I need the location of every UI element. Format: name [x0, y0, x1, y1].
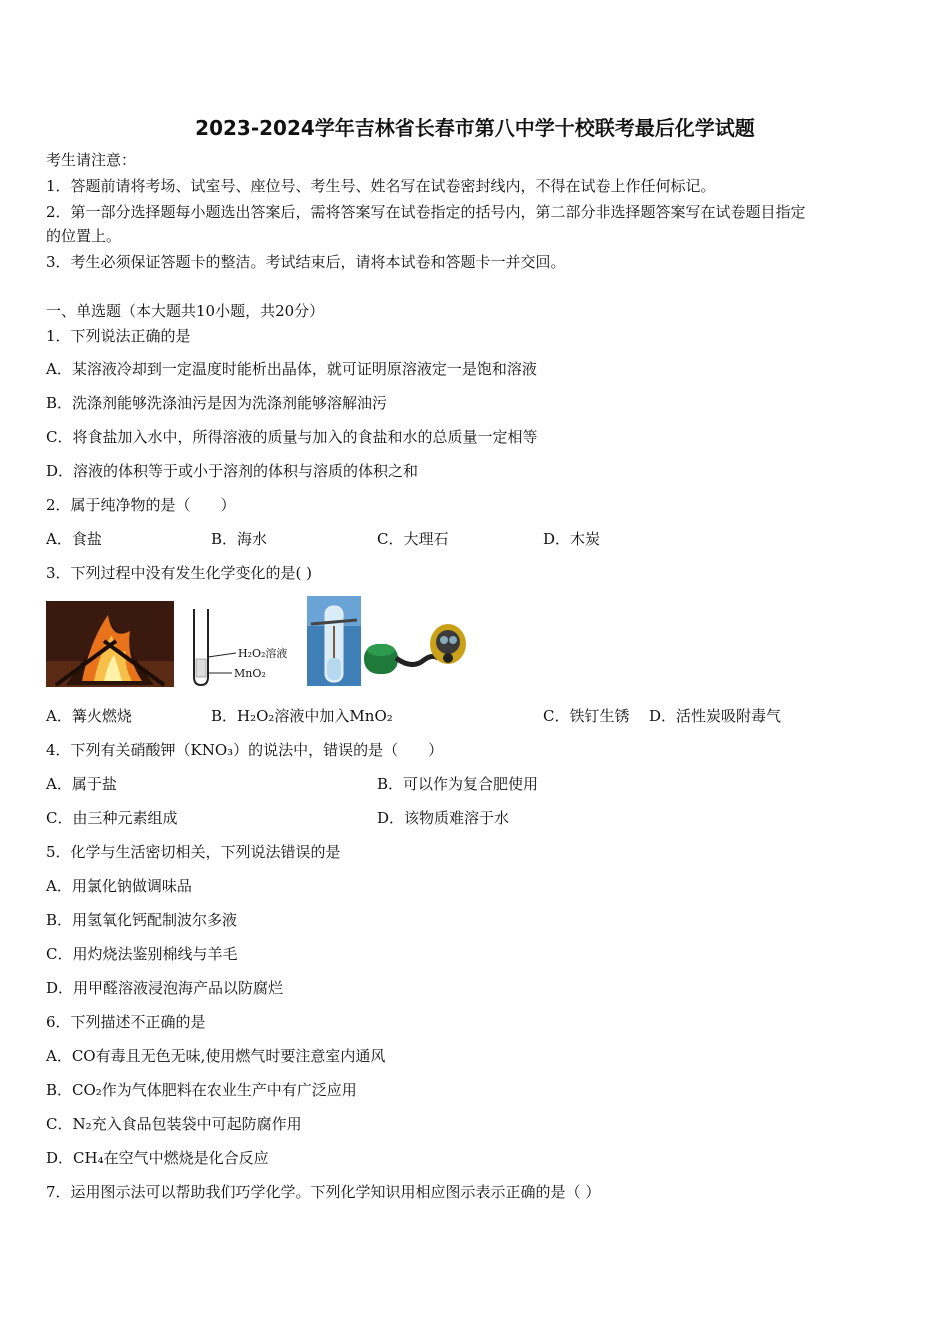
- question-5-option-d: D．用甲醛溶液浸泡海产品以防腐烂: [46, 979, 284, 997]
- gas-mask-image: [362, 620, 470, 680]
- test-tube-label-mno2: MnO₂: [234, 667, 266, 680]
- question-3-option-d: D．活性炭吸附毒气: [649, 707, 782, 725]
- question-1-stem: 1．下列说法正确的是: [46, 327, 191, 345]
- question-3-option-b: B．H₂O₂溶液中加入MnO₂: [211, 707, 393, 725]
- question-6-option-c: C．N₂充入食品包装袋中可起防腐作用: [46, 1115, 302, 1133]
- notice-item-2-cont: 的位置上。: [46, 227, 122, 245]
- question-1-option-d: D．溶液的体积等于或小于溶剂的体积与溶质的体积之和: [46, 462, 419, 480]
- question-4-option-d: D．该物质难溶于水: [377, 809, 510, 827]
- notice-item-2: 2．第一部分选择题每小题选出答案后，需将答案写在试卷指定的括号内，第二部分非选择题答案写在试卷题目指定: [46, 203, 806, 221]
- question-5-option-c: C．用灼烧法鉴别棉线与羊毛: [46, 945, 238, 963]
- question-2-option-a: A．食盐: [46, 530, 102, 548]
- test-tube-diagram: [186, 607, 302, 687]
- notice-item-3: 3．考生必须保证答题卡的整洁。考试结束后，请将本试卷和答题卡一并交回。: [46, 253, 566, 271]
- question-6-stem: 6．下列描述不正确的是: [46, 1013, 206, 1031]
- question-4-option-b: B．可以作为复合肥使用: [377, 775, 539, 793]
- question-5-option-b: B．用氢氧化钙配制波尔多液: [46, 911, 238, 929]
- notice-heading: 考生请注意：: [46, 151, 137, 169]
- question-6-option-d: D．CH₄在空气中燃烧是化合反应: [46, 1149, 269, 1167]
- question-1-option-c: C．将食盐加入水中，所得溶液的质量与加入的食盐和水的总质量一定相等: [46, 428, 538, 446]
- page-title: 2023-2024学年吉林省长春市第八中学十校联考最后化学试题: [195, 116, 755, 140]
- question-4-option-a: A．属于盐: [46, 775, 117, 793]
- test-tube-label-h2o2: H₂O₂溶液: [238, 647, 288, 660]
- question-2-option-c: C．大理石: [377, 530, 449, 548]
- question-4-stem: 4．下列有关硝酸钾（KNO₃）的说法中，错误的是（ ）: [46, 741, 444, 759]
- question-4-option-c: C．由三种元素组成: [46, 809, 178, 827]
- question-1-option-a: A．某溶液冷却到一定温度时能析出晶体，就可证明原溶液定一是饱和溶液: [46, 360, 537, 378]
- notice-item-1: 1．答题前请将考场、试室号、座位号、考生号、姓名写在试卷密封线内，不得在试卷上作任何标记。: [46, 177, 716, 195]
- question-3-option-c: C．铁钉生锈: [543, 707, 630, 725]
- question-1-option-b: B．洗涤剂能够洗涤油污是因为洗涤剂能够溶解油污: [46, 394, 388, 412]
- question-2-stem: 2．属于纯净物的是（ ）: [46, 496, 236, 514]
- question-6-option-a: A．CO有毒且无色无味,使用燃气时要注意室内通风: [46, 1047, 386, 1065]
- section-heading: 一、单选题（本大题共10小题，共20分）: [46, 302, 325, 320]
- question-3-option-a: A．篝火燃烧: [46, 707, 132, 725]
- question-2-option-b: B．海水: [211, 530, 268, 548]
- question-6-option-b: B．CO₂作为气体肥料在农业生产中有广泛应用: [46, 1081, 357, 1099]
- iron-nail-rusting-image: [307, 596, 361, 686]
- question-3-stem: 3．下列过程中没有发生化学变化的是( ): [46, 564, 313, 582]
- question-2-option-d: D．木炭: [543, 530, 601, 548]
- question-5-option-a: A．用氯化钠做调味品: [46, 877, 192, 895]
- question-7-stem: 7．运用图示法可以帮助我们巧学化学。下列化学知识用相应图示表示正确的是（ ）: [46, 1183, 601, 1201]
- bonfire-image: [46, 601, 174, 687]
- question-5-stem: 5．化学与生活密切相关，下列说法错误的是: [46, 843, 341, 861]
